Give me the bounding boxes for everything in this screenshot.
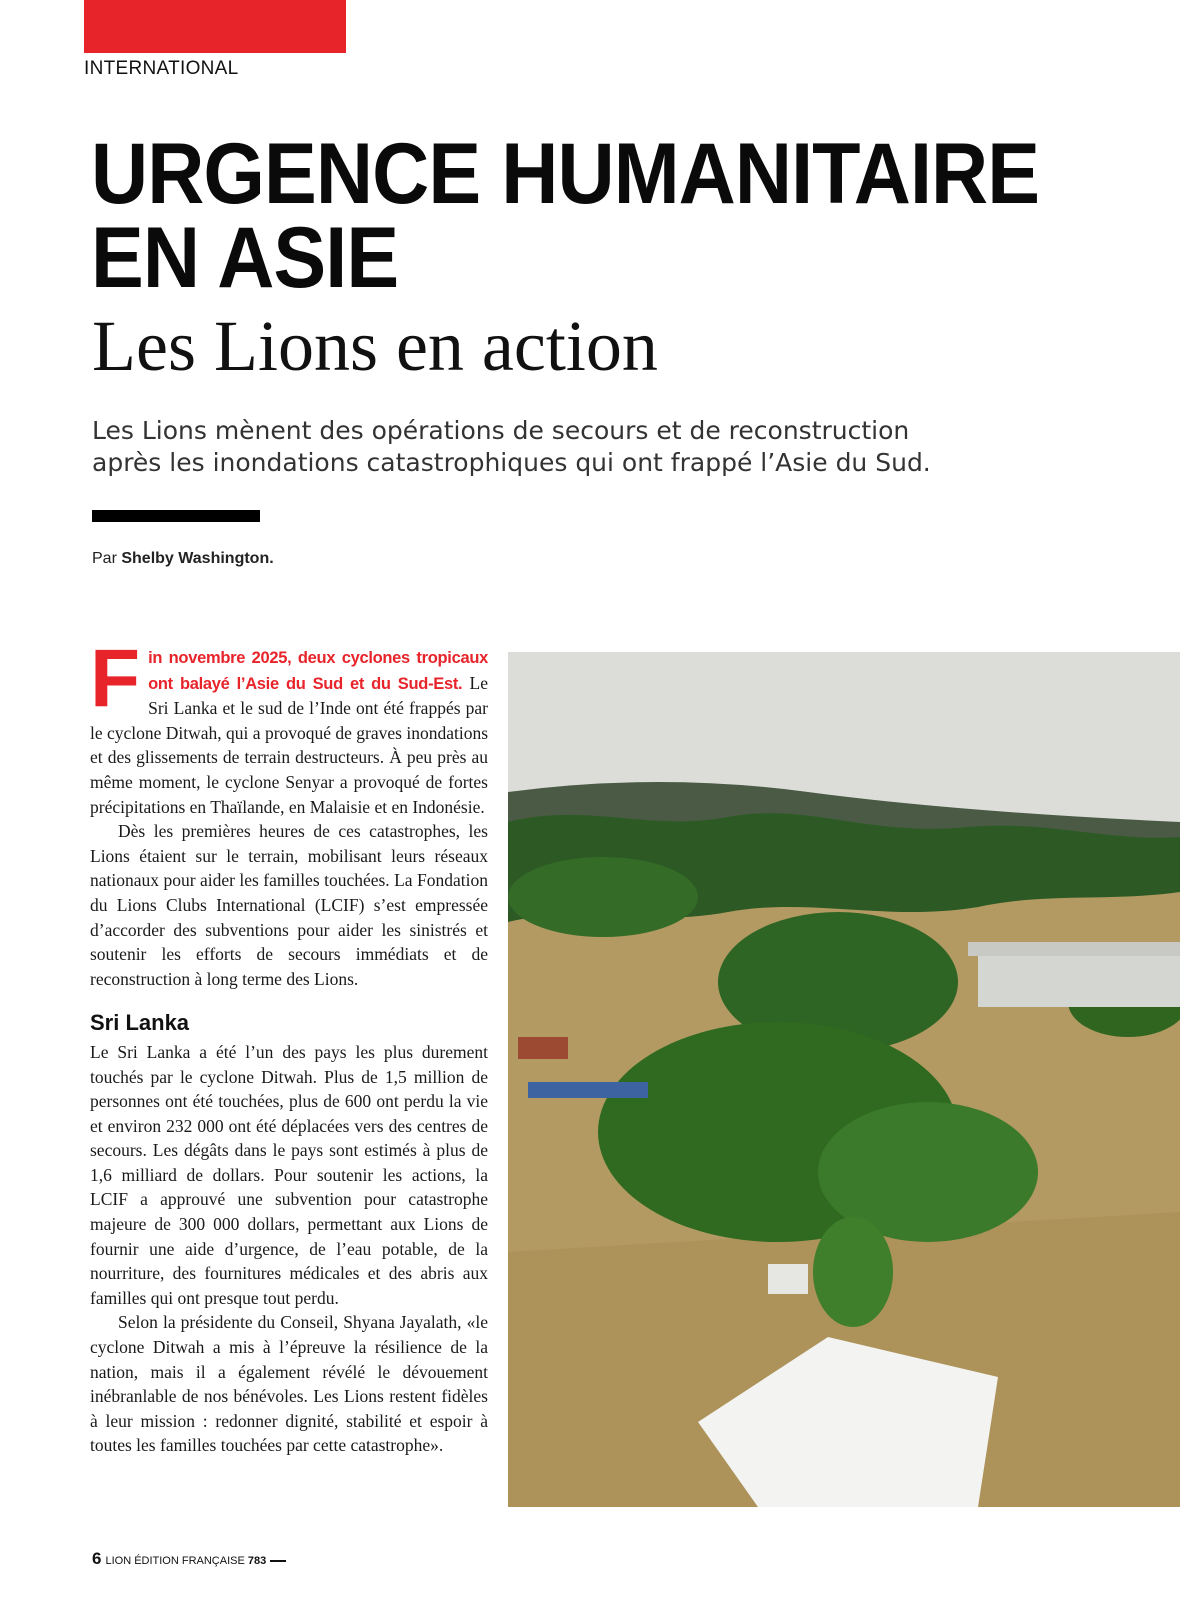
photo-palm-tree	[813, 1217, 893, 1327]
page-footer	[92, 1549, 286, 1569]
article-paragraph-1	[90, 633, 489, 819]
paragraph-1-body: Le Sri Lanka et le sud de l’Inde ont été frappés par le cyclone Ditwah, qui a provoqué de graves inondations et des glissements de terrain destructeurs. À peu près au même moment, le cyclone Senyar a provoqué de fortes précipitations en Thaïlande, en Malaisie et en Indonésie.	[90, 672, 489, 817]
article-paragraph-2: Dès les premières heures de ces catastrophes, les Lions étaient sur le terrain, mobilisant leurs réseaux nationaux pour aider les familles touchées. La Fondation du Lions Clubs International (LCIF) s’est empressée d’accorder des subventions pour aider les sinistrés et soutenir les efforts de secours immédiats et de reconstruction à long terme des Lions.	[90, 821, 488, 989]
photo-building-right	[978, 952, 1180, 1007]
drop-cap: F	[90, 633, 141, 724]
article-column	[90, 633, 489, 1458]
photo-blue-wall	[528, 1082, 648, 1098]
photo-red-roof	[518, 1037, 568, 1059]
photo-shed	[768, 1264, 808, 1294]
section-label: INTERNATIONAL	[84, 58, 239, 79]
headline-line-2: EN ASIE	[91, 210, 399, 306]
photo-building-roof	[968, 942, 1180, 956]
section-color-bar	[84, 0, 346, 53]
divider-rule	[92, 510, 260, 522]
footer-dash	[270, 1560, 286, 1562]
lead-sentence: in novembre 2025, deux cyclones tropicaux ont balayé l’Asie du Sud et du Sud-Est.	[148, 649, 488, 693]
article-paragraph-3: Le Sri Lanka a été l’un des pays les plus durement touchés par le cyclone Ditwah. Plus de 1,5 million de personnes ont été touchées, plus de 600 ont perdu la vie et environ 232 000 ont été déplacées vers des centres de secours. Les dégâts dans le pays sont estimés à plus de 1,6 milliard de dollars. Pour soutenir les actions, la LCIF a approuvé une subvention pour catastrophe majeure de 300 000 dollars, permettant aux Lions de fournir une aide d’urgence, de l’eau potable, de la nourriture, des fournitures médicales et des abris aux familles qui ont presque tout perdu.	[90, 1041, 488, 1308]
publication-name: LION ÉDITION FRANÇAISE	[105, 1555, 245, 1567]
intro-deck: Les Lions mènent des opérations de secours et de reconstruction après les inondations catastrophiques qui ont frappé l’Asie du Sud.	[92, 416, 931, 477]
headline	[91, 126, 1040, 306]
byline-author: Shelby Washington.	[121, 550, 274, 567]
subheadline: Les Lions en action	[92, 306, 658, 386]
issue-number: 783	[247, 1555, 267, 1567]
article-paragraph-4: Selon la présidente du Conseil, Shyana Jayalath, «le cyclone Ditwah a mis à l’épreuve la résilience de la nation, mais il a également révélé le dévouement inébranlable de nos bénévoles. Les Lions restent fidèles à leur mission : redonner dignité, stabilité et espoir à toutes les familles touchées par cette catastrophe».	[90, 1312, 488, 1456]
page-number: 6	[92, 1549, 102, 1568]
section-subhead: Sri Lanka	[90, 1010, 190, 1036]
photo-grove-left	[508, 857, 698, 937]
byline	[92, 550, 274, 568]
headline-line-1: URGENCE HUMANITAIRE	[91, 126, 1040, 222]
flood-aerial-photo	[508, 652, 1180, 1507]
byline-prefix: Par	[92, 550, 117, 567]
